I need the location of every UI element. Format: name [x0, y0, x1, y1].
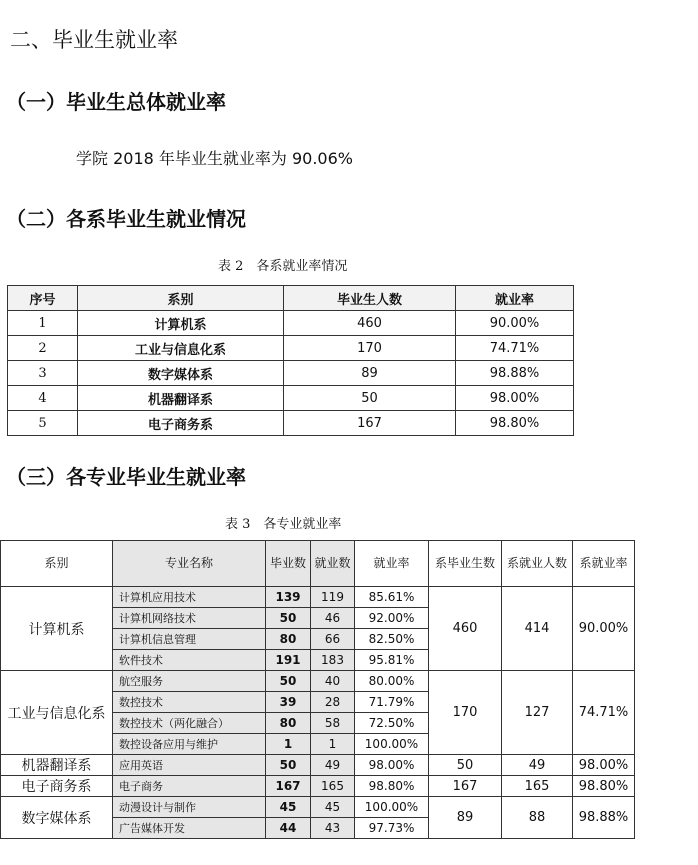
dept-rate-cell: 74.71% [573, 671, 635, 755]
table-cell: 3 [8, 361, 78, 386]
graduates-cell: 45 [266, 797, 311, 818]
table-row [1, 755, 635, 776]
table-row [8, 361, 574, 386]
rate-cell: 98.80% [355, 776, 429, 797]
major-name-cell: 广告媒体开发 [113, 818, 266, 839]
graduates-cell: 50 [266, 671, 311, 692]
dept-graduates-cell: 89 [429, 797, 502, 839]
rate-cell: 100.00% [355, 797, 429, 818]
major-name-cell: 数控技术 [113, 692, 266, 713]
table-header-cell: 系毕业生数 [429, 541, 502, 587]
graduates-cell: 1 [266, 734, 311, 755]
department-cell: 计算机系 [1, 587, 113, 671]
table-header-cell: 序号 [8, 286, 78, 311]
subsection-major-rate: （三）各专业毕业生就业率 [6, 465, 246, 489]
table-cell: 电子商务系 [78, 411, 284, 436]
major-name-cell: 计算机应用技术 [113, 587, 266, 608]
employed-cell: 49 [311, 755, 355, 776]
table2-caption: 表 2 各系就业率情况 [218, 259, 348, 274]
dept-employed-cell: 414 [502, 587, 573, 671]
table-cell: 4 [8, 386, 78, 411]
rate-cell: 92.00% [355, 608, 429, 629]
dept-employed-cell: 88 [502, 797, 573, 839]
dept-rate-cell: 98.88% [573, 797, 635, 839]
graduates-cell: 191 [266, 650, 311, 671]
employed-cell: 66 [311, 629, 355, 650]
rate-cell: 71.79% [355, 692, 429, 713]
major-rate-table [0, 540, 635, 839]
dept-graduates-cell: 167 [429, 776, 502, 797]
table-cell: 50 [284, 386, 456, 411]
table-row [1, 587, 635, 608]
employed-cell: 119 [311, 587, 355, 608]
employed-cell: 1 [311, 734, 355, 755]
employed-cell: 58 [311, 713, 355, 734]
table-cell: 2 [8, 336, 78, 361]
employed-cell: 43 [311, 818, 355, 839]
dept-graduates-cell: 50 [429, 755, 502, 776]
major-name-cell: 计算机信息管理 [113, 629, 266, 650]
graduates-cell: 50 [266, 755, 311, 776]
graduates-cell: 80 [266, 713, 311, 734]
employed-cell: 28 [311, 692, 355, 713]
major-name-cell: 航空服务 [113, 671, 266, 692]
table-cell: 1 [8, 311, 78, 336]
table-header-cell: 专业名称 [113, 541, 266, 587]
overall-rate-text: 学院 2018 年毕业生就业率为 90.06% [76, 149, 353, 168]
table-header-cell: 系就业人数 [502, 541, 573, 587]
table-cell: 5 [8, 411, 78, 436]
department-cell: 数字媒体系 [1, 797, 113, 839]
table-cell: 89 [284, 361, 456, 386]
dept-graduates-cell: 460 [429, 587, 502, 671]
graduates-cell: 44 [266, 818, 311, 839]
graduates-cell: 80 [266, 629, 311, 650]
table-cell: 数字媒体系 [78, 361, 284, 386]
department-cell: 工业与信息化系 [1, 671, 113, 755]
table-cell: 460 [284, 311, 456, 336]
major-name-cell: 数控技术（两化融合） [113, 713, 266, 734]
major-name-cell: 电子商务 [113, 776, 266, 797]
department-rate-table [7, 285, 574, 436]
table-header-cell: 就业数 [311, 541, 355, 587]
table-row [8, 336, 574, 361]
table-header-cell: 系别 [78, 286, 284, 311]
department-cell: 电子商务系 [1, 776, 113, 797]
table-header-cell: 就业率 [456, 286, 574, 311]
employed-cell: 165 [311, 776, 355, 797]
table-row [8, 411, 574, 436]
table-header-row [8, 286, 574, 311]
rate-cell: 97.73% [355, 818, 429, 839]
rate-cell: 80.00% [355, 671, 429, 692]
rate-cell: 98.00% [355, 755, 429, 776]
table-cell: 工业与信息化系 [78, 336, 284, 361]
table3-caption: 表 3 各专业就业率 [225, 517, 342, 532]
graduates-cell: 167 [266, 776, 311, 797]
dept-rate-cell: 90.00% [573, 587, 635, 671]
table-row [8, 311, 574, 336]
table-cell: 170 [284, 336, 456, 361]
employed-cell: 46 [311, 608, 355, 629]
major-name-cell: 计算机网络技术 [113, 608, 266, 629]
rate-cell: 82.50% [355, 629, 429, 650]
employed-cell: 183 [311, 650, 355, 671]
table-cell: 167 [284, 411, 456, 436]
major-name-cell: 软件技术 [113, 650, 266, 671]
table-row [8, 386, 574, 411]
table-cell: 98.00% [456, 386, 574, 411]
graduates-cell: 139 [266, 587, 311, 608]
table-cell: 98.80% [456, 411, 574, 436]
dept-rate-cell: 98.00% [573, 755, 635, 776]
department-rate-table-body [8, 286, 574, 436]
major-name-cell: 应用英语 [113, 755, 266, 776]
dept-employed-cell: 127 [502, 671, 573, 755]
table-cell: 90.00% [456, 311, 574, 336]
dept-rate-cell: 98.80% [573, 776, 635, 797]
table-row [1, 797, 635, 818]
employed-cell: 40 [311, 671, 355, 692]
dept-employed-cell: 49 [502, 755, 573, 776]
table-header-cell: 就业率 [355, 541, 429, 587]
major-name-cell: 数控设备应用与维护 [113, 734, 266, 755]
section-title: 二、毕业生就业率 [10, 28, 178, 52]
table-header-cell: 系就业率 [573, 541, 635, 587]
table-cell: 机器翻译系 [78, 386, 284, 411]
rate-cell: 95.81% [355, 650, 429, 671]
table-row [1, 776, 635, 797]
rate-cell: 100.00% [355, 734, 429, 755]
table-cell: 74.71% [456, 336, 574, 361]
dept-graduates-cell: 170 [429, 671, 502, 755]
department-cell: 机器翻译系 [1, 755, 113, 776]
table-header-cell: 系别 [1, 541, 113, 587]
table-header-cell: 毕业数 [266, 541, 311, 587]
dept-employed-cell: 165 [502, 776, 573, 797]
employed-cell: 45 [311, 797, 355, 818]
table-row [1, 671, 635, 692]
subsection-overall-rate: （一）毕业生总体就业率 [6, 90, 226, 114]
table-header-row [1, 541, 635, 587]
graduates-cell: 39 [266, 692, 311, 713]
rate-cell: 72.50% [355, 713, 429, 734]
major-rate-table-body [1, 541, 635, 839]
graduates-cell: 50 [266, 608, 311, 629]
rate-cell: 85.61% [355, 587, 429, 608]
table-cell: 计算机系 [78, 311, 284, 336]
table-cell: 98.88% [456, 361, 574, 386]
major-name-cell: 动漫设计与制作 [113, 797, 266, 818]
table-header-cell: 毕业生人数 [284, 286, 456, 311]
subsection-department-rate: （二）各系毕业生就业情况 [6, 207, 246, 231]
